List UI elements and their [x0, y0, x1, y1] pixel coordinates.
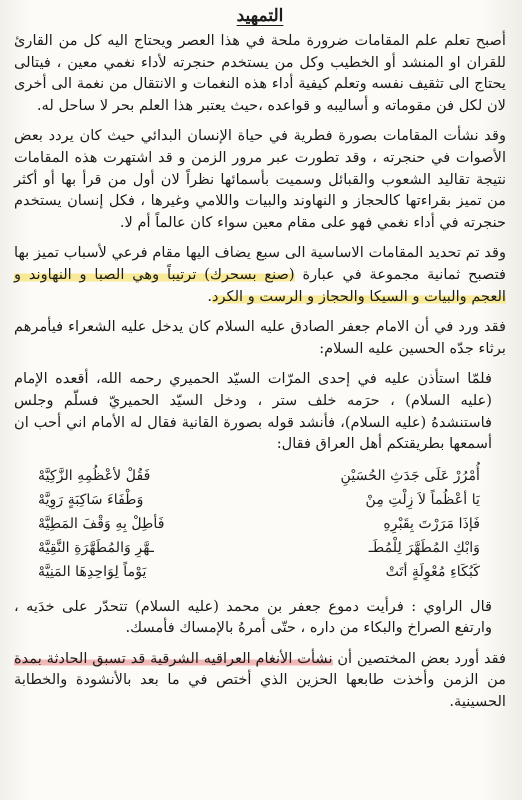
verse-first-hemistich: كَبُكَاءِ مُعْوِلَةٍ أتَتْ [385, 563, 480, 580]
verse-second-hemistich: فَأطِلْ بِهِ وَقْفَ المَطِيَّهْ [38, 515, 165, 532]
paragraph-origin: وقد نشأت المقامات بصورة فطرية في حياة الإنسان البدائي حيث كان يردد بعض الأصوات في حنجرته ، وقد تطورت عبر مرور الزمن و قد اشتهرت هذه المقامات نتيجة تقاليد الشعوب والقبائل وسميت بأسمائها نظراً لان أول من قرأ بها أو أكثر من تميز بقراءتها كالحجاز و النهاوند والبيات واللامي وغيرها ، فكل إنسان يستخدم حنجرته في أداء نغمي فهو على مقام معين سواء كان عالماً أم لا. [14, 127, 506, 231]
highlighted-iraqi-tunes: نشأت الأنغام العراقيه الشرقية قد تسبق الحادثة بمدة [14, 649, 333, 667]
poem-block [14, 464, 506, 584]
poem-verse [38, 560, 480, 584]
paragraph-iraqi-end: من الزمن وأخذت طابعها الحزين الذي أختص في ما بعد بالأنشودة والخطابة الحسينية. [14, 671, 506, 711]
paragraph-intro: أصبح تعلم علم المقامات ضرورة ملحة في هذا العصر ويحتاج اليه كل من القارئ للقران او المنشد أو الخطيب وكل من يستخدم حنجرته لأداء نغمي معين ، فيتالى يحتاج الى تثقيف نفسه وتعلم كيفية أداء هذه النغمات و الانتقال من نغمة الى أخرى لان لكل فن مقوماته و أساليبه و قواعده ،حيث يعتبر هذا العلم بحر لا ساحل له. [14, 32, 506, 114]
paragraph-narrator: قال الراوي : فرأيت دموع جعفر بن محمد (عليه السلام) تتحدّر على خدَيه ، وارتفع الصراخ والبكاء من داره ، حتّى أمرهُ بالإمساك فأمسك. [14, 597, 492, 637]
paragraph-maqamat-text: وقد تم تحديد المقامات الاساسية الى سبع يضاف اليها مقام فرعي لأسباب تميز بها فتصبح ثمانية مجموعة في عبارة [14, 244, 506, 283]
poem-verse [38, 512, 480, 536]
verse-first-hemistich: أُمْرُرْ عَلَى جَدَثِ الحُسَيْنِ [340, 467, 480, 484]
verse-second-hemistich: وَطْفَاءَ سَاكِبَةٍ رَوِيَّهْ [38, 491, 144, 508]
paragraph-iraqi-start: فقد أورد بعض المختصين أن [332, 649, 507, 667]
poem-verse [38, 488, 480, 512]
paragraph-quote: فلمّا استأذن عليه في إحدى المرّات السيّد الحميري رحمه الله، أقعده الإمام (عليه السلام) ، حرَمه خلف ستر ، ودخل السيّد الحميريّ فسلّم وجلس فاستنشدهُ (عليه السلام)، فأنشد قوله بصورة القانية فقال له الأمام اني أحب ان أسمعها بطريقتكم أهل العراق فقال: [14, 370, 492, 453]
verse-second-hemistich: ـهَّرِ وَالمُطَهَّرَةِ النَّقِيَّهْ [38, 539, 154, 556]
paragraph-maqamat-end: . [207, 287, 212, 305]
paragraph-iraqi-tunes [14, 648, 506, 713]
poem-verse [38, 536, 480, 560]
verse-first-hemistich: وَابْكِ المُطَهَّرَ لِلْمُطَـ [368, 539, 480, 556]
verse-second-hemistich: فَقُلْ لأعْظُمِهِ الزَّكِيَّهْ [38, 467, 151, 484]
verse-second-hemistich: يَوْماً لِوَاحِدِهَا المَنِيَّهْ [38, 563, 147, 580]
poem-verse [38, 464, 480, 488]
highlighted-maqamat-names: (صنع بسحرك) ترتيباً وهي الصبا و النهاوند و العجم والبيات و السيكا والحجاز و الرست و الكرد [14, 265, 506, 305]
verse-first-hemistich: فَإذَا مَرَرْتَ بِقَبْرِهِ [383, 515, 480, 532]
paragraph-maqamat-list [14, 242, 506, 307]
paragraph-imam-sadiq: فقد ورد في أن الامام جعفر الصادق عليه السلام كان يدخل عليه الشعراء فيأمرهم برثاء جدّه الحسين عليه السلام: [14, 318, 506, 357]
page-title: التمهيد [236, 6, 284, 26]
verse-first-hemistich: يَا أعْظُماً لاَ زِلْتِ مِنْ [365, 491, 480, 508]
